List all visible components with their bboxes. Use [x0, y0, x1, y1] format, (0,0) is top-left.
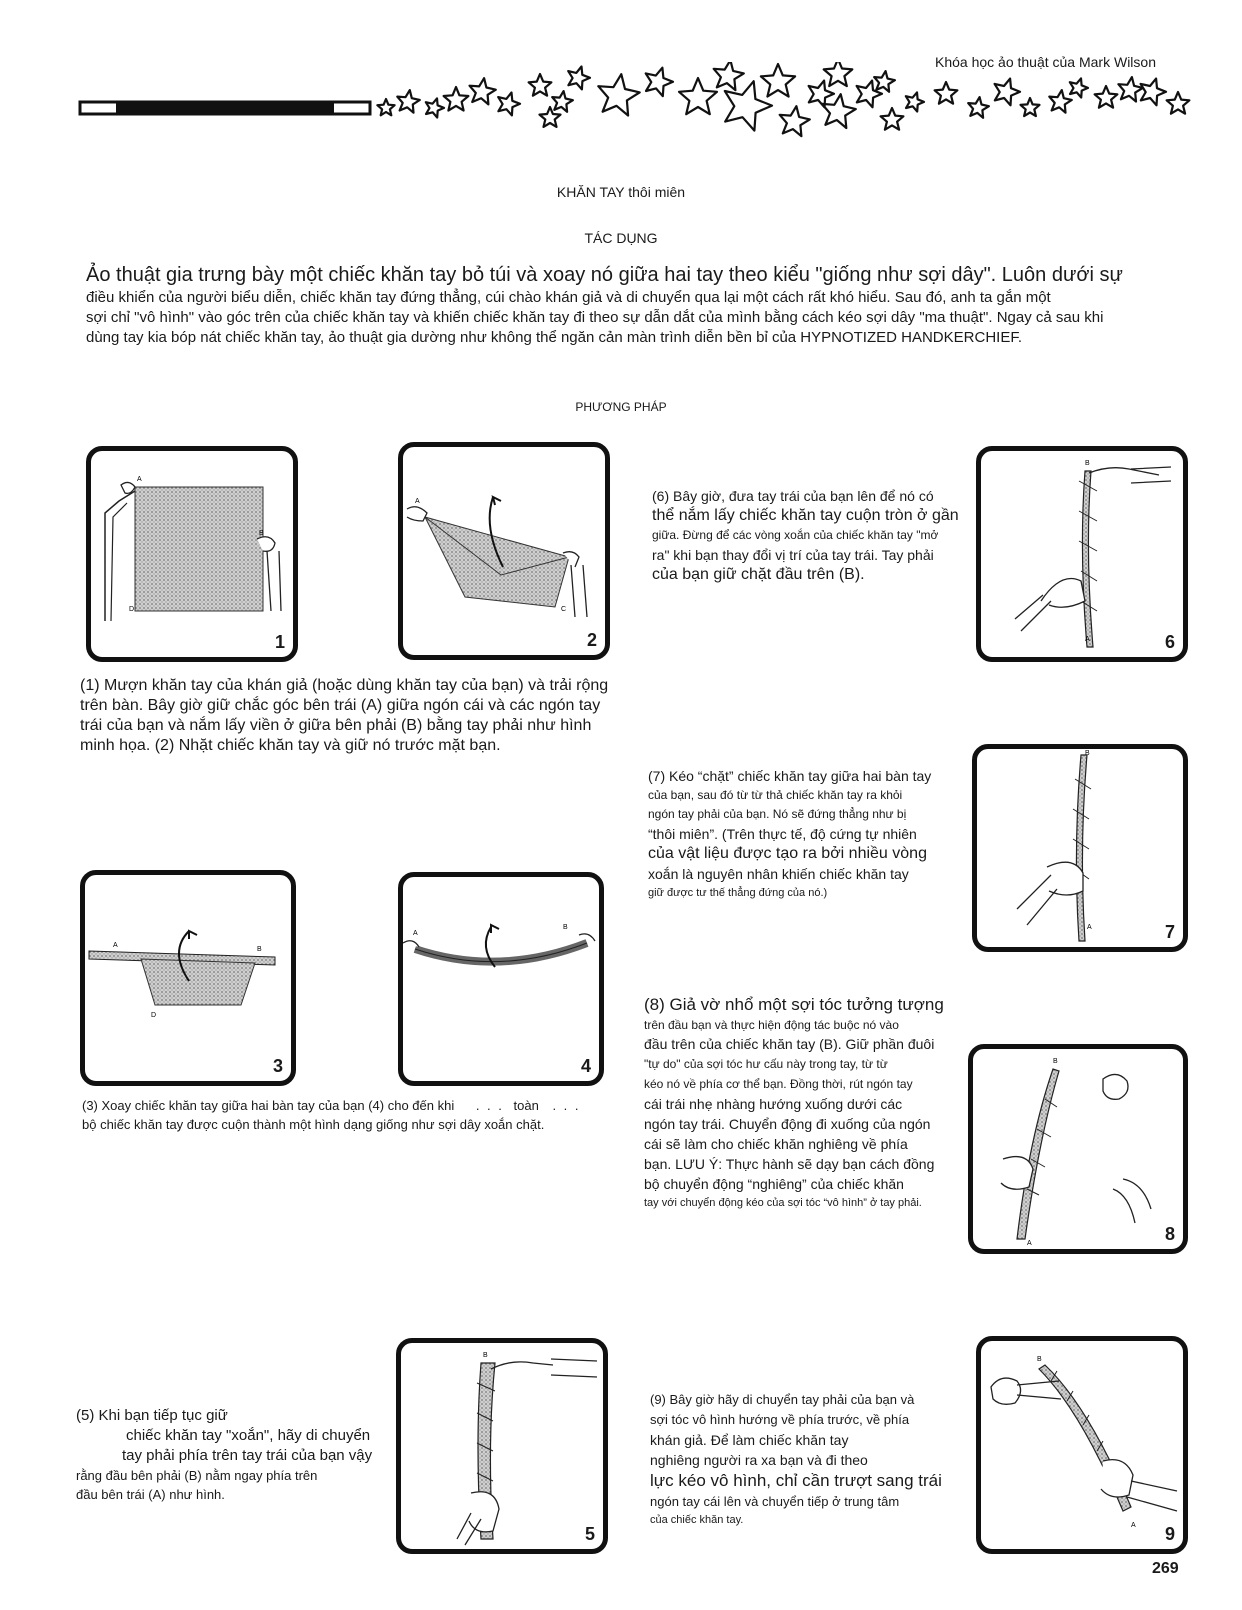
step-line: của chiếc khăn tay. [650, 1514, 744, 1526]
step-5-text [76, 1406, 372, 1504]
label-a: A [1131, 1522, 1136, 1529]
star-icon [470, 78, 496, 104]
step-line: ra" khi bạn thay đổi vị trí của tay trái. Tay phải [652, 547, 934, 563]
page-number: 269 [1152, 1560, 1179, 1577]
step-1-2-text [80, 676, 608, 756]
step-line: (1) Mượn khăn tay của khán giả (hoặc dùng khăn tay của bạn) và trải rộng [80, 677, 609, 694]
star-icon [646, 68, 673, 97]
step-9-text [650, 1390, 942, 1530]
label-a: A [415, 498, 420, 505]
star-icon [598, 74, 639, 115]
label-d: D [151, 1012, 157, 1019]
step-line: giữ được tư thế thẳng đứng của nó.) [648, 887, 828, 899]
step-line: ngón tay cái lên và chuyển tiếp ở trung tâm [650, 1494, 900, 1509]
step-line: (7) Kéo “chặt” chiếc khăn tay giữa hai bàn tay [648, 768, 932, 784]
step-3-4-line-1: (3) Xoay chiếc khăn tay giữa hai bàn tay của bạn (4) cho đến khi [82, 1098, 455, 1113]
step-line: cái sẽ làm cho chiếc khăn nghiêng về phía [644, 1136, 908, 1152]
label-b: B [1037, 1356, 1042, 1363]
step-6-text [652, 486, 959, 585]
step-7-text [648, 766, 931, 903]
label-d: D [129, 606, 135, 613]
step-line: (5) Khi bạn tiếp tục giữ [76, 1407, 228, 1424]
effect-line: dùng tay kia bóp nát chiếc khăn tay, ảo thuật gia dường như không thể ngăn cản màn trình diễn bền bỉ của HYPNOTIZED HANDKERCHIEF. [86, 329, 1022, 346]
step-line: giữa. Đừng để các vòng xoắn của chiếc khăn tay "mở [652, 528, 939, 542]
step-line: sợi tóc vô hình hướng về phía trước, về phía [650, 1412, 910, 1427]
ellipsis-2: . . . [552, 1098, 581, 1113]
trick-title: KHĂN TAY thôi miên [556, 184, 686, 200]
figure-number: 1 [274, 632, 285, 652]
figure-3 [80, 870, 296, 1086]
step-line: (6) Bây giờ, đưa tay trái của bạn lên để nó có [652, 488, 934, 504]
step-line: bộ chiếc khăn tay được cuộn thành một hình dạng giống như sợi dây xoắn chặt. [82, 1117, 545, 1132]
step-line: rằng đầu bên phải (B) nằm ngay phía trên [76, 1468, 318, 1483]
step-line: xoắn là nguyên nhân khiến chiếc khăn tay [648, 866, 909, 882]
label-b: B [563, 924, 568, 931]
star-icon [1021, 98, 1040, 116]
step-line: của bạn, sau đó từ từ thả chiếc khăn tay ra khỏi [648, 788, 903, 802]
effect-line: điều khiển của người biểu diễn, chiếc khăn tay đứng thẳng, cúi chào khán giả và di chuyển qua lại một cách rất khó hiểu. Sau đó, anh ta gắn một [86, 289, 1051, 306]
step-line: kéo nó về phía cơ thể bạn. Đồng thời, rút ngón tay [644, 1077, 913, 1091]
label-b: B [259, 530, 264, 537]
star-icon [906, 92, 924, 111]
figure-5 [396, 1338, 608, 1554]
figure-number: 3 [272, 1056, 283, 1076]
label-b: B [1053, 1058, 1058, 1065]
figure-number: 8 [1164, 1224, 1175, 1244]
star-icon [822, 94, 856, 128]
star-icon [1095, 86, 1118, 108]
step-line: tay với chuyển động kéo của sợi tóc “vô hình” ở tay phải. [644, 1197, 922, 1209]
star-icon [1141, 79, 1166, 106]
star-icon [444, 87, 469, 111]
figure-4-illustration [403, 877, 599, 1081]
star-icon [1049, 90, 1072, 113]
step-line: (9) Bây giờ hãy di chuyển tay phải của bạn và [650, 1392, 915, 1407]
figure-number: 7 [1164, 922, 1175, 942]
step-3-4-word: toàn [513, 1098, 539, 1113]
star-icon [761, 64, 795, 97]
step-line: đầu trên của chiếc khăn tay (B). Giữ phần đuôi [644, 1036, 935, 1052]
star-icon [874, 71, 895, 92]
figure-4 [398, 872, 604, 1086]
course-title: Khóa học ảo thuật của Mark Wilson [934, 54, 1156, 70]
step-line: bạn. LƯU Ý: Thực hành sẽ dạy bạn cách đồng [644, 1156, 935, 1172]
figure-number: 2 [586, 630, 597, 650]
label-b: B [257, 946, 262, 953]
label-b: B [1085, 750, 1090, 757]
step-line: khán giả. Để làm chiếc khăn tay [650, 1432, 849, 1448]
effect-line: sợi chỉ "vô hình" vào góc trên của chiếc khăn tay và khiến chiếc khăn tay đi theo sự dẫn dắt của mình bằng cách kéo sợi dây "ma thuật". Ngay cả sau khi [86, 309, 1104, 326]
star-icon [1167, 92, 1190, 114]
step-line: cái trái nhẹ nhàng hướng xuống dưới các [644, 1096, 903, 1112]
step-line: bộ chuyển động “nghiêng” của chiếc khăn [644, 1176, 904, 1192]
step-line: "tự do" của sợi tóc hư cấu này trong tay, từ từ [644, 1057, 888, 1071]
star-icon [881, 108, 904, 130]
step-line: trên đầu bạn và thực hiện động tác buộc nó vào [644, 1018, 899, 1032]
star-icon [397, 90, 420, 113]
star-icon [529, 74, 552, 96]
star-icon [780, 106, 810, 136]
step-line: nghiêng người ra xa bạn và đi theo [650, 1452, 868, 1468]
star-icon [568, 67, 590, 90]
step-3-4-text [82, 1096, 581, 1134]
figure-2 [398, 442, 610, 660]
step-line: ngón tay phải của bạn. Nó sẽ đứng thẳng như bị [648, 807, 907, 821]
label-a: A [1027, 1240, 1032, 1247]
step-line: của bạn giữ chặt đầu trên (B). [652, 566, 865, 583]
label-b: B [483, 1352, 488, 1359]
label-a: A [137, 476, 142, 483]
figure-6-illustration [981, 451, 1183, 657]
label-a: A [413, 930, 418, 937]
effect-line: Ảo thuật gia trưng bày một chiếc khăn tay bỏ túi và xoay nó giữa hai tay theo kiểu "giống như sợi dây". Luôn dưới sự [86, 264, 1123, 286]
step-line: trên bàn. Bây giờ giữ chắc góc bên trái (A) giữa ngón cái và các ngón tay [80, 697, 601, 714]
figure-3-illustration [85, 875, 291, 1081]
step-line: của vật liệu được tạo ra bởi nhiều vòng [648, 845, 927, 862]
figure-1-illustration [91, 451, 293, 657]
step-line: tay phải phía trên tay trái của bạn vậy [122, 1447, 373, 1464]
figure-number: 5 [584, 1524, 595, 1544]
star-icon [552, 91, 573, 112]
figure-number: 6 [1164, 632, 1175, 652]
figure-number: 4 [580, 1056, 591, 1076]
effect-heading: TÁC DỤNG [584, 230, 658, 246]
star-icon [935, 82, 958, 104]
step-line: (8) Giả vờ nhổ một sợi tóc tưởng tượng [644, 995, 944, 1014]
step-8-text [644, 994, 944, 1213]
figure-number: 9 [1164, 1524, 1175, 1544]
label-a: A [1085, 636, 1090, 643]
star-icon [1118, 77, 1142, 101]
label-a: A [113, 942, 118, 949]
label-a: A [1087, 924, 1092, 931]
figure-7-illustration [977, 749, 1183, 947]
label-b: B [1085, 460, 1090, 467]
figure-2-illustration [403, 447, 605, 655]
star-icon [426, 98, 444, 117]
star-icon [995, 79, 1020, 106]
figure-8 [968, 1044, 1188, 1254]
step-line: đầu bên trái (A) như hình. [76, 1487, 225, 1502]
step-line: minh họa. (2) Nhặt chiếc khăn tay và giữ nó trước mặt bạn. [80, 737, 501, 754]
figure-8-illustration [973, 1049, 1183, 1249]
figure-1 [86, 446, 298, 662]
step-line: trái của bạn và nắm lấy viền ở giữa bên phải (B) bằng tay phải như hình [80, 717, 592, 734]
star-icon [377, 99, 394, 115]
method-heading: PHƯƠNG PHÁP [575, 400, 667, 414]
star-icon [714, 62, 744, 90]
star-icon [824, 62, 853, 86]
star-icon [498, 93, 520, 116]
step-line: thể nắm lấy chiếc khăn tay cuộn tròn ở gần [652, 507, 959, 524]
figure-9 [976, 1336, 1188, 1554]
star-icon [540, 107, 561, 127]
header-star-banner [78, 62, 1198, 166]
figure-5-illustration [401, 1343, 603, 1549]
star-icon [968, 97, 989, 118]
step-line: ngón tay trái. Chuyển động đi xuống của ngón [644, 1116, 931, 1132]
figure-6 [976, 446, 1188, 662]
figure-9-illustration [981, 1341, 1183, 1549]
step-line: “thôi miên”. (Trên thực tế, độ cứng tự nhiên [648, 826, 917, 842]
figure-7 [972, 744, 1188, 952]
step-line [82, 1096, 581, 1115]
effect-paragraph [86, 262, 1186, 348]
step-line: lực kéo vô hình, chỉ cần trượt sang trái [650, 1471, 942, 1490]
label-c: C [561, 606, 567, 613]
star-icon [679, 78, 717, 114]
star-icon [1070, 78, 1088, 97]
step-line: chiếc khăn tay "xoắn", hãy di chuyển [126, 1427, 371, 1444]
ellipsis-1: . . . [475, 1098, 504, 1113]
